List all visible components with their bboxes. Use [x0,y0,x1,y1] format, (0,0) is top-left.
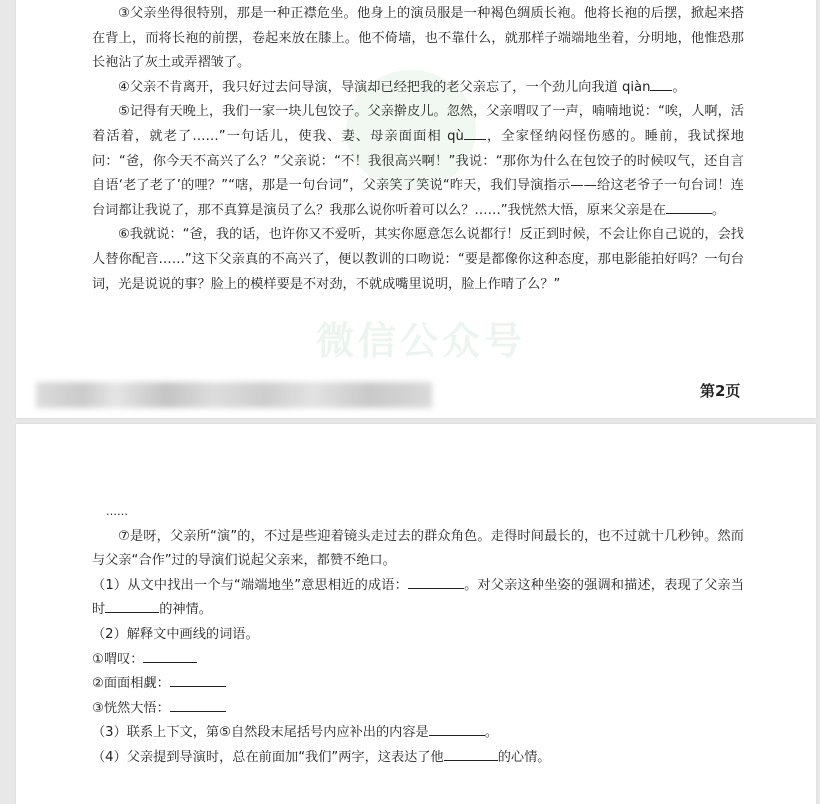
question-2-item-2 [92,672,744,697]
paragraph-4 [92,76,744,101]
page-3-body [92,500,744,771]
question-4-text: （4）父亲提到导演时，总在前面加“我们”两字，这表达了他 [92,749,444,765]
blank-idiom [408,574,464,589]
item-label: ②面面相觑： [92,676,170,692]
document-page-3 [16,424,816,804]
paragraph-7: ⑦是呀，父亲所“演”的，不过是些迎着镜头走过去的群众角色。走得时间最长的，也不过就十几秒钟。然而与父亲“合作”过的导演们说起父亲来，都赞不绝口。 [92,528,744,569]
question-1-text-b: 。对父亲这种坐姿的强调和描述，表现了父亲当时 [92,577,744,618]
question-3-text: （3）联系上下文，第⑤自然段末尾括号内应补出的内容是 [92,725,429,741]
paragraph-3: ③父亲坐得很特别，那是一种正襟危坐。他身上的演员服是一种褐色绸质长袍。他将长袍的后摆，掀起来搭在背上，而将长袍的前摆，卷起来放在膝上。他不倚墙，也不靠什么，就那样子端端地坐着，分明地，他惟恐那长袍沾了灰土或弄褶皱了。 [92,6,744,71]
watermark-text: 微信公众号 [316,319,527,363]
question-2: （2）解释文中画线的词语。 [92,626,259,642]
question-3 [92,721,744,746]
blank-expression [105,598,159,613]
blank-bracket-content [429,721,485,736]
question-1-text-a: （1）从文中找出一个与“端端地坐”意思相近的成语： [92,577,408,593]
blank-mianmianxiangqu [170,672,226,687]
question-4 [92,746,744,771]
paragraph-5-text-b: ，全家怪纳闷怪伤感的。睡前，我试探地问：“爸，你今天不高兴了么？”父亲说：“不！我很高兴啊！”我说：“那你为什么在包饺子的时候叹气，还自言自语‘老了老了’的哩？”“嗐，那是一句台词”，父亲笑了笑说“昨天，我们导演指示——给这老爷子一句台词！连台词都让我说了，那不真算是演员了么？我那么说你听着可以么？……”我恍然大悟，原来父亲是在 [92,128,744,218]
paragraph-5-end: 。 [711,202,726,218]
paragraph-5-text-a: ⑤记得有天晚上，我们一家一块儿包饺子。父亲擀皮儿。忽然，父亲喟叹了一声，喃喃地说：“唉，人啊，活着活着，就老了……”一句话儿，使我、妻、母亲面面相 qù [92,104,744,144]
question-3-end: 。 [484,725,498,741]
question-4-end: 的心情。 [497,749,551,765]
document-page-2 [16,0,816,418]
page-number: 第2页 [700,382,741,400]
question-1 [92,574,744,623]
ellipsis: …… [106,505,128,518]
page-2-body [92,0,744,297]
paragraph-6: ⑥我就说：“爸，我的话，也许你又不爱听，其实你愿意怎么说都行！反正到时候，不会让你自己说的，会找人替你配音……”这下父亲真的不高兴了，便以教训的口吻说：“要是都像你这种态度，那电影能拍好吗？一句台词，光是说说的事？脸上的模样要是不对劲，不就成嘴里说明，脸上作晴了么？” [92,227,744,292]
paragraph-5 [92,100,744,223]
paragraph-4-text: ④父亲不肯离开，我只好过去问导演，导演却已经把我的老父亲忘了，一个劲儿向我道 qiàn [118,79,651,95]
question-2-item-1 [92,648,744,673]
blank-feeling [444,746,498,761]
question-1-text-c: 的神情。 [159,602,212,618]
blank-huangrandawu [170,697,226,712]
blank-qian [650,76,672,91]
blank-kuitan [143,648,197,663]
paragraph-4-end: 。 [672,79,686,95]
blank-qu [464,125,486,140]
item-label: ①喟叹： [92,651,144,667]
blank-answer-fill [666,199,712,214]
question-2-item-3 [92,697,744,722]
blurred-footer-text [36,382,432,408]
item-label: ③恍然大悟： [92,700,170,716]
